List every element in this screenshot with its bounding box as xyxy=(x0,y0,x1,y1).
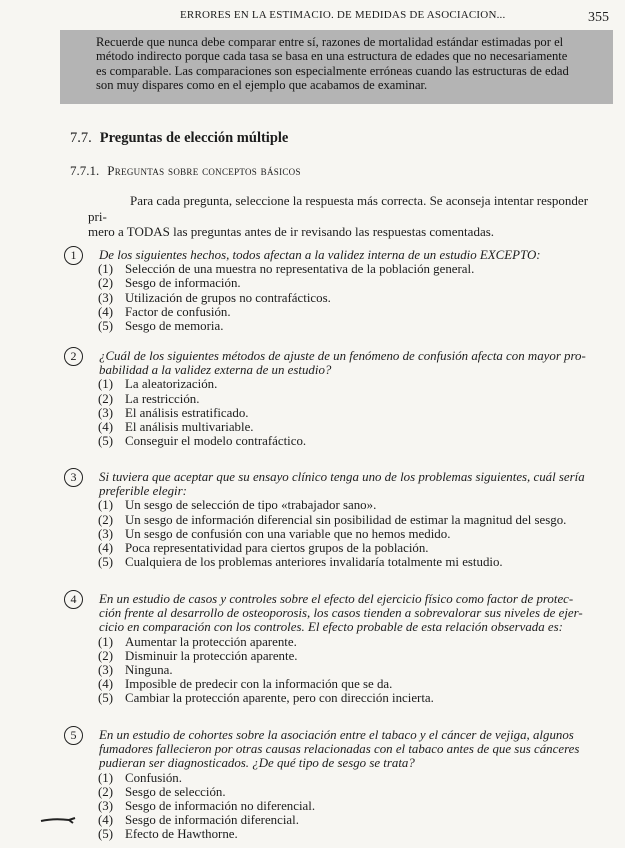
option-text: Sesgo de información no diferencial. xyxy=(125,799,316,814)
option-text: Imposible de predecir con la información que se da. xyxy=(125,677,393,692)
subsection-heading xyxy=(70,163,301,179)
option xyxy=(98,434,610,448)
option xyxy=(98,420,610,434)
question-1 xyxy=(70,248,610,334)
option-text: Un sesgo de información diferencial sin posibilidad de estimar la magnitud del sesgo. xyxy=(125,512,567,527)
question-stem: cicio en comparación con los controles. El efecto probable de esta relación observada es: xyxy=(99,620,563,635)
question-number-circle: 3 xyxy=(64,468,83,487)
option-text: Aumentar la protección aparente. xyxy=(125,634,297,649)
question-stem: ción frente al desarrollo de osteoporosis, los casos tienden a sobrevalorar sus niveles de ejer- xyxy=(99,606,583,621)
option xyxy=(98,305,610,319)
question-number-circle: 2 xyxy=(64,347,83,366)
intro-line: mero a TODAS las preguntas antes de ir revisando las respuestas comentadas. xyxy=(88,224,495,239)
question-5 xyxy=(70,728,610,842)
option xyxy=(98,771,610,785)
option xyxy=(98,276,610,290)
option-text: El análisis multivariable. xyxy=(125,420,254,435)
option-text: El análisis estratificado. xyxy=(125,405,249,420)
option-text: La aleatorización. xyxy=(125,377,218,392)
option-number: (1) xyxy=(98,770,114,785)
option-number: (2) xyxy=(98,391,114,406)
option-text: Factor de confusión. xyxy=(125,304,231,319)
section-heading xyxy=(70,130,288,147)
question-4 xyxy=(70,592,610,706)
intro-line: Para cada pregunta, seleccione la respuesta más correcta. Se aconseja intentar responder pri- xyxy=(88,193,589,224)
question-stem: Si tuviera que aceptar que su ensayo clínico tenga uno de los problemas siguientes, cuál sería xyxy=(99,470,585,484)
option-number: (2) xyxy=(98,276,114,291)
option-number: (2) xyxy=(98,784,114,799)
section-title: Preguntas de elección múltiple xyxy=(99,130,289,146)
option-text: Ninguna. xyxy=(125,663,173,678)
option-number: (1) xyxy=(98,377,114,392)
note-box xyxy=(60,30,613,104)
page-number: 355 xyxy=(588,10,609,25)
question-number-circle: 1 xyxy=(64,246,83,265)
option-text: Utilización de grupos no contrafácticos. xyxy=(125,290,331,305)
question-number-circle: 5 xyxy=(64,726,83,745)
option xyxy=(98,498,610,512)
question-stem: De los siguientes hechos, todos afectan a la validez interna de un estudio EXCEPTO: xyxy=(99,248,541,262)
question-stem: ¿Cuál de los siguientes métodos de ajuste de un fenómeno de confusión afecta con mayor pro- xyxy=(99,349,586,363)
handwritten-arrow-mark xyxy=(39,814,79,826)
option-number: (4) xyxy=(98,813,114,828)
option-number: (5) xyxy=(98,555,114,570)
option-number: (1) xyxy=(98,634,114,649)
option-number: (5) xyxy=(98,319,114,334)
option-text: Selección de una muestra no representativa de la población general. xyxy=(125,262,475,277)
option xyxy=(98,541,610,555)
option-text: Un sesgo de confusión con una variable que no hemos medido. xyxy=(125,526,451,541)
option-number: (4) xyxy=(98,677,114,692)
option-text: Disminuir la protección aparente. xyxy=(125,648,298,663)
section-number: 7.7. xyxy=(70,130,92,146)
option-text: Un sesgo de selección de tipo «trabajador sano». xyxy=(125,498,377,513)
option-text: Sesgo de selección. xyxy=(125,784,226,799)
option xyxy=(98,555,610,569)
subsection-number: 7.7.1. xyxy=(70,163,100,178)
option-number: (2) xyxy=(98,648,114,663)
option-number: (5) xyxy=(98,827,114,842)
question-number-circle: 4 xyxy=(64,590,83,609)
option xyxy=(98,827,610,841)
option xyxy=(98,527,610,541)
note-line: son muy dispares como en el ejemplo que acabamos de examinar. xyxy=(96,78,428,93)
option xyxy=(98,406,610,420)
option-text: La restricción. xyxy=(125,391,200,406)
question-stem: fumadores fallecieron por otras causas relacionadas con el tabaco antes de que sus cánceres xyxy=(99,742,580,757)
option-text: Efecto de Hawthorne. xyxy=(125,827,238,842)
option-number: (3) xyxy=(98,799,114,814)
option xyxy=(98,663,610,677)
option xyxy=(98,799,610,813)
option-number: (3) xyxy=(98,405,114,420)
question-stem: En un estudio de casos y controles sobre el efecto del ejercicio físico como factor de protec- xyxy=(99,592,574,606)
option-number: (4) xyxy=(98,541,114,556)
question-stem: pudieran ser diagnosticados. ¿De qué tipo de sesgo se trata? xyxy=(99,756,415,771)
option-text: Poca representatividad para ciertos grupos de la población. xyxy=(125,541,429,556)
option-number: (5) xyxy=(98,434,114,449)
option-number: (5) xyxy=(98,691,114,706)
note-line: Recuerde que nunca debe comparar entre sí, razones de mortalidad estándar estimadas por el xyxy=(96,35,564,49)
note-line: método indirecto porque cada tasa se basa en una estructura de edades que no necesariamente xyxy=(96,49,568,64)
option xyxy=(98,319,610,333)
option-text: Cambiar la protección aparente, pero con dirección incierta. xyxy=(125,691,434,706)
option xyxy=(98,785,610,799)
option-text: Sesgo de información. xyxy=(125,276,241,291)
intro-paragraph xyxy=(88,193,608,240)
option-number: (3) xyxy=(98,290,114,305)
option xyxy=(98,392,610,406)
option-text: Confusión. xyxy=(125,770,182,785)
note-line: es comparable. Las comparaciones son especialmente erróneas cuando las estructuras de edad xyxy=(96,63,569,78)
option xyxy=(98,635,610,649)
option-number: (3) xyxy=(98,526,114,541)
option-number: (4) xyxy=(98,420,114,435)
option xyxy=(98,513,610,527)
question-2 xyxy=(70,349,610,449)
option xyxy=(98,262,610,276)
option-text: Cualquiera de los problemas anteriores invalidaría totalmente mi estudio. xyxy=(125,555,503,570)
question-stem: babilidad a la validez externa de un estudio? xyxy=(99,363,332,378)
question-stem: En un estudio de cohortes sobre la asociación entre el tabaco y el cáncer de vejiga, algunos xyxy=(99,728,574,742)
running-header: ERRORES EN LA ESTIMACIO. DE MEDIDAS DE ASOCIACION... xyxy=(180,9,506,21)
option-text: Sesgo de información diferencial. xyxy=(125,813,299,828)
subsection-title: Preguntas sobre conceptos básicos xyxy=(107,163,301,178)
option-number: (1) xyxy=(98,498,114,513)
option xyxy=(98,649,610,663)
option-number: (1) xyxy=(98,262,114,277)
question-stem: preferible elegir: xyxy=(99,484,187,499)
option xyxy=(98,291,610,305)
option-number: (2) xyxy=(98,512,114,527)
option-text: Conseguir el modelo contrafáctico. xyxy=(125,434,307,449)
option-text: Sesgo de memoria. xyxy=(125,319,224,334)
option xyxy=(98,813,610,827)
question-3 xyxy=(70,470,610,570)
option xyxy=(98,691,610,705)
option xyxy=(98,377,610,391)
option-number: (3) xyxy=(98,663,114,678)
option xyxy=(98,677,610,691)
option-number: (4) xyxy=(98,304,114,319)
